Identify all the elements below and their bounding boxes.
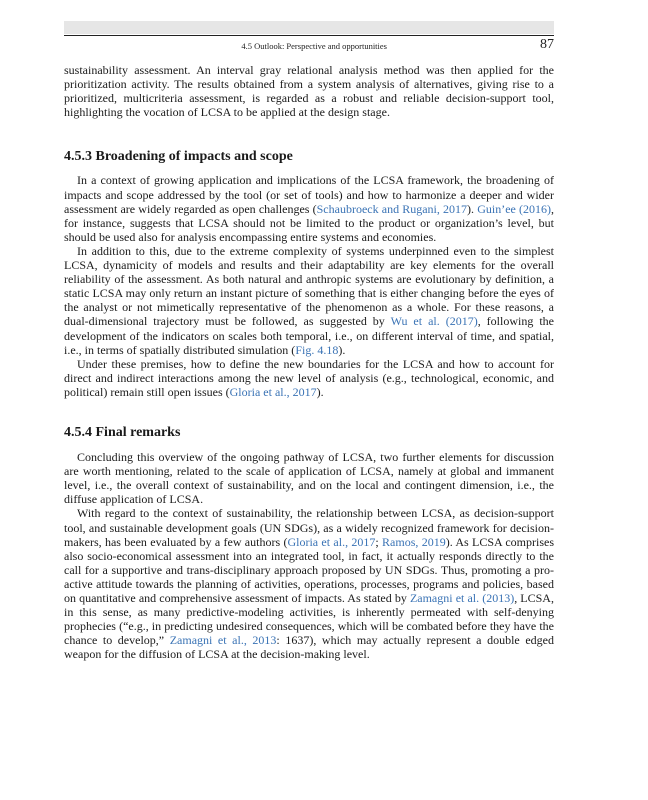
citation-link[interactable]: Zamagni et al. (2013) bbox=[409, 591, 515, 605]
header-rule bbox=[64, 35, 554, 36]
paragraph-text: , for instance, suggests that LCSA should not be limited to the product or organization’s level, but should be used also for analysis encompassing entire systems and economies. bbox=[64, 201, 554, 244]
paragraph-broadening-2 bbox=[64, 244, 554, 357]
section-heading-4-5-4: 4.5.4 Final remarks bbox=[64, 424, 181, 440]
citation-link[interactable]: Ramos, 2019 bbox=[382, 534, 446, 549]
citation-link[interactable]: Guin’ee (2016) bbox=[477, 201, 551, 216]
running-head: 4.5 Outlook: Perspective and opportunities bbox=[241, 41, 387, 51]
paragraph-text: Under these premises, how to define the new boundaries for the LCSA and how to account for direct and indirect interactions among the new level of analysis (e.g., technological, economic, and political) remain still open issues ( bbox=[64, 356, 554, 399]
header-band bbox=[64, 21, 554, 34]
citation-link[interactable]: Wu et al. (2017) bbox=[390, 314, 478, 329]
citation-link[interactable]: Gloria et al., 2017 bbox=[229, 384, 317, 399]
paragraph-final-remarks-2 bbox=[64, 506, 554, 661]
paragraph-text: ). bbox=[467, 201, 478, 216]
paragraph-text: In a context of growing application and implications of the LCSA framework, the broadening of impacts and scope addressed by the tool (or set of tools) and how to harmonize a deeper and wider assessment are widely regarded as open challenges ( bbox=[64, 173, 554, 216]
paragraph-broadening-3 bbox=[64, 357, 554, 399]
paragraph-text: : 1637), which may actually represent a double edged weapon for the diffusion of LCSA at the decision-making level. bbox=[64, 633, 554, 662]
citation-link[interactable]: Schaubroeck and Rugani, 2017 bbox=[316, 201, 468, 216]
paragraph-text: With regard to the context of sustainability, the relationship between LCSA, as decision-support tool, and sustainable development goals (UN SDGs), as a widely recognized framework for decision-makers, has been evaluated by a few authors ( bbox=[64, 506, 554, 549]
citation-link[interactable]: Gloria et al., 2017 bbox=[287, 534, 376, 549]
page-body bbox=[64, 63, 554, 661]
paragraph-broadening-1 bbox=[64, 173, 554, 243]
paragraph-text: ). bbox=[316, 384, 324, 399]
paragraph-text: , following the development of the indicators on scales both temporal, i.e., on different interval of time, and spatial, i.e., in terms of spatially distributed simulation ( bbox=[64, 314, 554, 357]
citation-link[interactable]: Zamagni et al., 2013 bbox=[169, 633, 277, 648]
paragraph-text: ). bbox=[338, 342, 346, 357]
paragraph-text: ). As LCSA comprises also socio-economical assessment into an integrated tool, in fact, it actually responds directly to the call for a supportive and trans-disciplinary approach proposed by UN SDGs. Thus, promoting a pro-active attitude towards the planning of activities, operations, processes, programs and policies, based on quantitative and comprehensive assessment of impacts. As stated by bbox=[64, 534, 554, 605]
paragraph-text: In addition to this, due to the extreme complexity of systems underpinned even to the simplest LCSA, dynamicity of models and results and their adaptability are key elements for the overall reliability of the assessment. As both natural and anthropic systems are evolutionary by definition, a static LCSA may only return an instant picture of something that is either changing before the eyes of the analyst or not mimetically representative of the phenomenon as a whole. For these reasons, a dual-dimensional trajectory must be followed, as suggested by bbox=[64, 243, 554, 329]
paragraph-text: ; bbox=[375, 534, 383, 549]
section-heading-4-5-3: 4.5.3 Broadening of impacts and scope bbox=[64, 149, 293, 165]
intro-paragraph: sustainability assessment. An interval gray relational analysis method was then applied for the prioritization activity. The results obtained from a system analysis of alternatives, giving rise to a prioritized, multicriteria assessment, is regarded as a robust and reliable decision-support tool, highlighting the vocation of LCSA to be applied at the design stage. bbox=[64, 63, 554, 120]
paragraph-text: , LCSA, in this sense, as many predictive-modeling activities, is inherently permeated with self-denying prophecies (“e.g., in predicting undesired consequences, which will be combated before they have the chance to develop,” bbox=[64, 591, 554, 648]
page-number: 87 bbox=[540, 37, 554, 52]
figure-reference-link[interactable]: Fig. 4.18 bbox=[295, 342, 339, 357]
paragraph-final-remarks-1: Concluding this overview of the ongoing pathway of LCSA, two further elements for discussion are worth mentioning, related to the scale of application of LCSA, namely at global and immanent level, i.e., the overall context of sustainability, and on the local and contingent dimension, i.e., the diffuse application of LCSA. bbox=[64, 450, 554, 507]
